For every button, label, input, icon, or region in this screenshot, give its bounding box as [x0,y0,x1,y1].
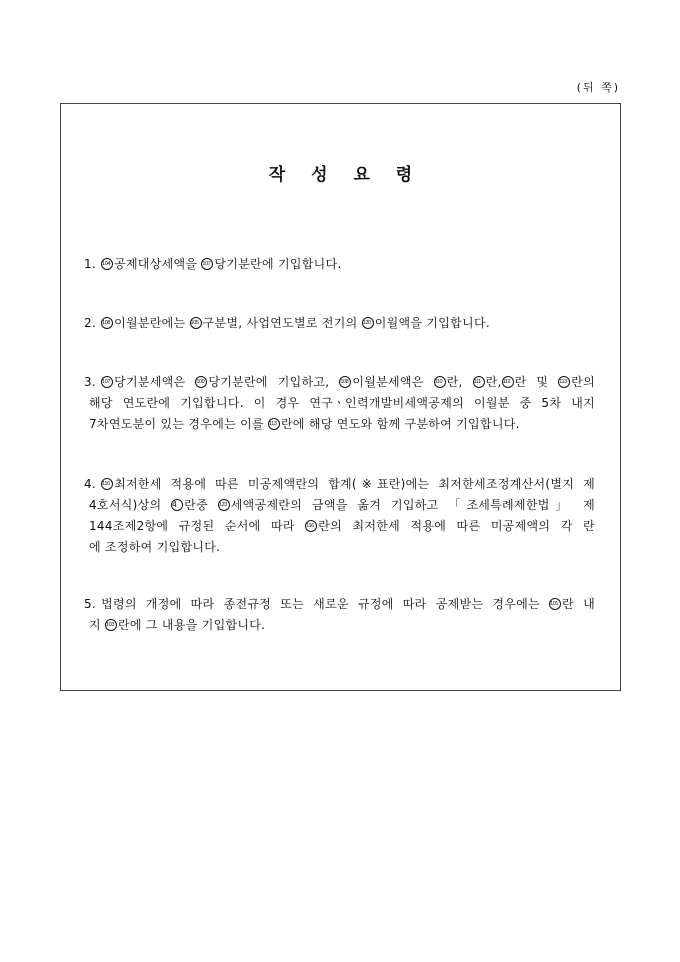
circled-number: 112 [502,376,514,388]
circled-number: 107 [201,258,213,270]
circled-number: 113 [558,376,570,388]
instruction-text: 란중 [184,498,218,512]
circled-number: 116 [101,478,113,490]
circled-number: 107 [101,376,113,388]
instruction-text: 지 [89,618,106,632]
instruction-text: 에 조정하여 기입합니다. [89,540,221,554]
circled-number: 108 [339,376,351,388]
instruction-line [84,495,595,516]
page-side-label: (뒤 쪽) [576,81,620,94]
instruction-text: 란에 해당 연도와 함께 구분하여 기입합니다. [281,417,520,431]
instruction-text: 당기분란에 기입하고, [208,375,340,389]
instruction-text: 해당 연도란에 기입합니다. 이 경우 연구ㆍ인력개발비세액공제의 이월분 중 5차 내지 [89,396,595,410]
instruction-text: 최저한세 적용에 따른 미공제액란의 합계(※표란)에는 최저한세조정계산서(별지 제 [114,477,595,491]
circled-number: 103 [105,619,117,631]
circled-number: 109 [195,376,207,388]
instruction-text: 이월분세액은 [352,375,434,389]
instructions-box [60,103,621,691]
instruction-text: 당기분세액은 [114,375,196,389]
instruction-line [84,537,595,558]
instruction-text: 공제대상세액을 [114,257,202,271]
circled-number: 120 [362,317,374,329]
instruction-line [84,372,595,393]
instruction-item [84,313,595,334]
instruction-text: 7차연도분이 있는 경우에는 이를 [89,417,268,431]
circled-number: 116 [305,520,317,532]
circled-number: 113 [268,418,280,430]
instruction-text: 이월액을 기입합니다. [374,316,490,330]
instruction-text: 란 및 [514,375,559,389]
circled-number: 4 [171,499,183,511]
circled-number: 108 [101,317,113,329]
instruction-item [84,372,595,435]
instruction-number: 2. [84,316,97,330]
instruction-item [84,474,595,558]
instruction-text: 란 내 [562,597,595,611]
instruction-number: 4. [84,477,97,491]
instruction-text: 란, [446,375,473,389]
instruction-text: 구분별, 사업연도별로 전기의 [202,316,362,330]
instruction-text: 법령의 개정에 따라 종전규정 또는 새로운 규정에 따라 공제받는 경우에는 [101,597,550,611]
circled-number: 111 [473,376,485,388]
instruction-line [84,615,595,636]
instruction-line [84,313,595,334]
instruction-text: 란의 최저한세 적용에 따른 미공제액의 각 란 [318,519,596,533]
instruction-text: 란에 그 내용을 기입합니다. [118,618,266,632]
circled-number: 101 [549,598,561,610]
instructions-title: 작 성 요 령 [268,165,423,185]
circled-number: 123 [218,499,230,511]
instruction-line [84,594,595,615]
instruction-line [84,393,595,414]
instruction-item [84,594,595,636]
instruction-text: 세액공제란의 금액을 옮겨 기입하고 「조세특례제한법」 제 [230,498,595,512]
circled-number: 110 [434,376,446,388]
instruction-item [84,254,595,275]
instruction-text: 4호서식)상의 [89,498,172,512]
instruction-line [84,414,595,435]
instruction-text: 이월분란에는 [114,316,190,330]
instruction-text: 144조제2항에 규정된 순서에 따라 [89,519,306,533]
instruction-line [84,516,595,537]
instruction-line [84,474,595,495]
instruction-number: 5. [84,597,97,611]
instruction-text: 당기분란에 기입합니다. [214,257,342,271]
circled-number: 104 [101,258,113,270]
instruction-number: 3. [84,375,97,389]
circled-number: 105 [190,317,202,329]
instruction-text: 란의 [571,375,596,389]
instruction-number: 1. [84,257,97,271]
instruction-text: 란, [485,375,502,389]
instruction-line [84,254,595,275]
